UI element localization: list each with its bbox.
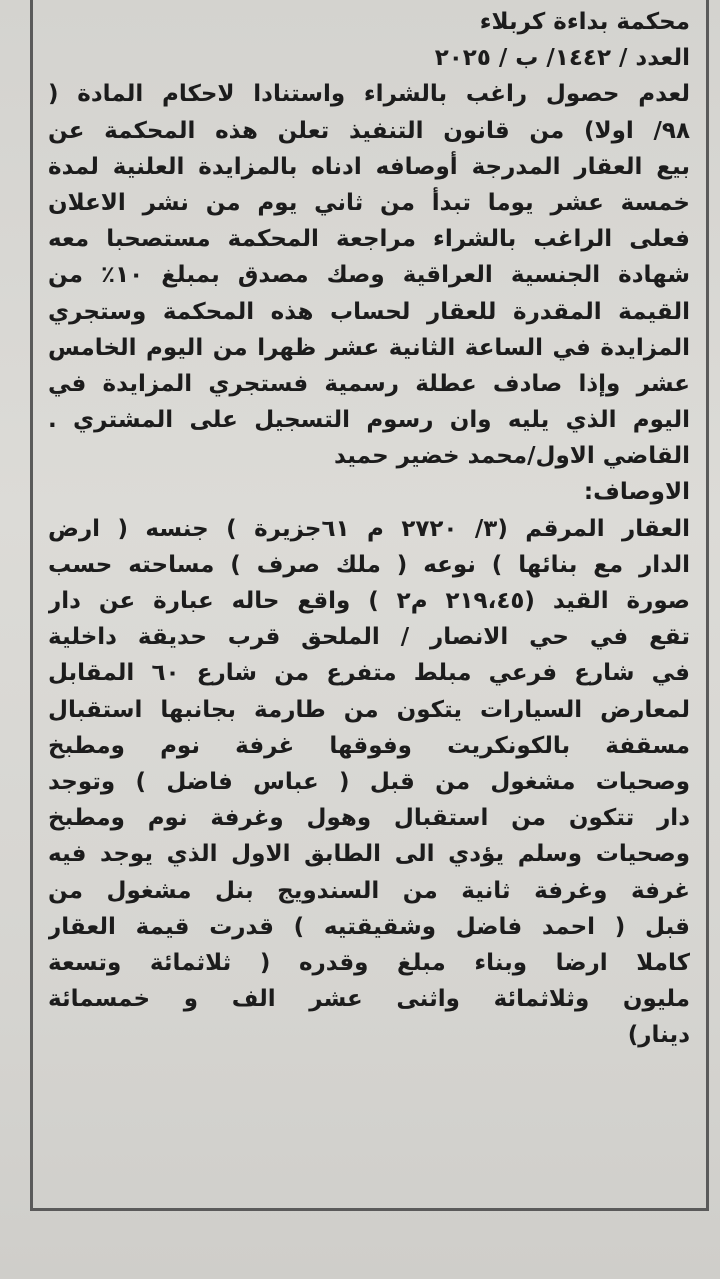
column-border-right: [706, 0, 709, 1210]
judge-signature: القاضي الاول/محمد خضير حميد: [333, 443, 690, 470]
body-line: لعدم حصول راغب بالشراء واستنادا لاحكام المادة (: [48, 81, 690, 108]
court-name: محكمة بداءة كربلاء: [479, 9, 690, 35]
description-line: العقار المرقم (٣/ ٢٧٢٠ م ٦١جزيرة ) جنسه ( ارض: [48, 515, 690, 542]
body-line: اليوم الذي يليه وان رسوم التسجيل على المشتري .: [48, 407, 690, 434]
court-notice: [48, 4, 690, 1053]
body-line: عشر وإذا صادف عطلة رسمية فستجري المزايدة في: [48, 370, 690, 397]
description-line: الدار مع بنائها ) نوعه ( ملك صرف ) مساحته حسب: [48, 551, 690, 578]
description-line: وصحيات مشغول من قبل ( عباس فاضل ) وتوجد: [48, 768, 690, 795]
description-line: مسقفة بالكونكريت وفوقها غرفة نوم ومطبخ: [48, 732, 690, 759]
body-line: القيمة المقدرة للعقار لحساب هذه المحكمة وستجري: [48, 298, 690, 325]
description-line: مليون وثلاثمائة واثنى عشر الف و خمسمائة: [48, 986, 690, 1013]
column-border-left: [30, 0, 33, 1210]
description-line: دار تتكون من استقبال وهول وغرفة نوم ومطبخ: [48, 805, 690, 832]
description-line: قبل ( احمد فاضل وشقيقتيه ) قدرت قيمة العقار: [48, 913, 690, 940]
description-line: وصحيات وسلم يؤدي الى الطابق الاول الذي يوجد فيه: [48, 841, 690, 868]
description-line: في شارع فرعي مبلط متفرع من شارع ٦٠ المقابل: [48, 660, 690, 687]
description-line: لمعارض السيارات يتكون من طارمة بجانبها استقبال: [48, 696, 690, 723]
body-line: خمسة عشر يوما تبدأ من ثاني يوم من نشر الاعلان: [48, 189, 690, 216]
column-border-bottom: [30, 1208, 709, 1211]
description-line: تقع في حي الانصار / الملحق قرب حديقة داخلية: [48, 624, 690, 651]
body-line: المزايدة في الساعة الثانية عشر ظهرا من اليوم الخامس: [48, 334, 690, 361]
body-line: فعلى الراغب بالشراء مراجعة المحكمة مستصحبا معه: [48, 226, 690, 253]
description-line: صورة القيد (٢١٩،٤٥ م٢ ) واقع حاله عبارة عن دار: [48, 588, 690, 614]
body-line: بيع العقار المدرجة أوصافه ادناه بالمزايدة العلنية لمدة: [48, 153, 690, 180]
descriptions-heading: الاوصاف:: [583, 479, 690, 506]
description-line: كاملا ارضا وبناء مبلغ وقدره ( ثلاثمائة وتسعة: [48, 949, 690, 976]
notice-number: العدد / ١٤٤٢/ ب / ٢٠٢٥: [434, 45, 690, 72]
body-line: شهادة الجنسية العراقية وصك مصدق بمبلغ ١٠٪ من: [48, 262, 690, 289]
description-line: دينار): [627, 1022, 690, 1049]
body-line: ٩٨/ اولا) من قانون التنفيذ تعلن هذه المحكمة عن: [48, 117, 690, 144]
description-line: غرفة وغرفة ثانية من السندويج بنل مشغول من: [48, 877, 690, 904]
